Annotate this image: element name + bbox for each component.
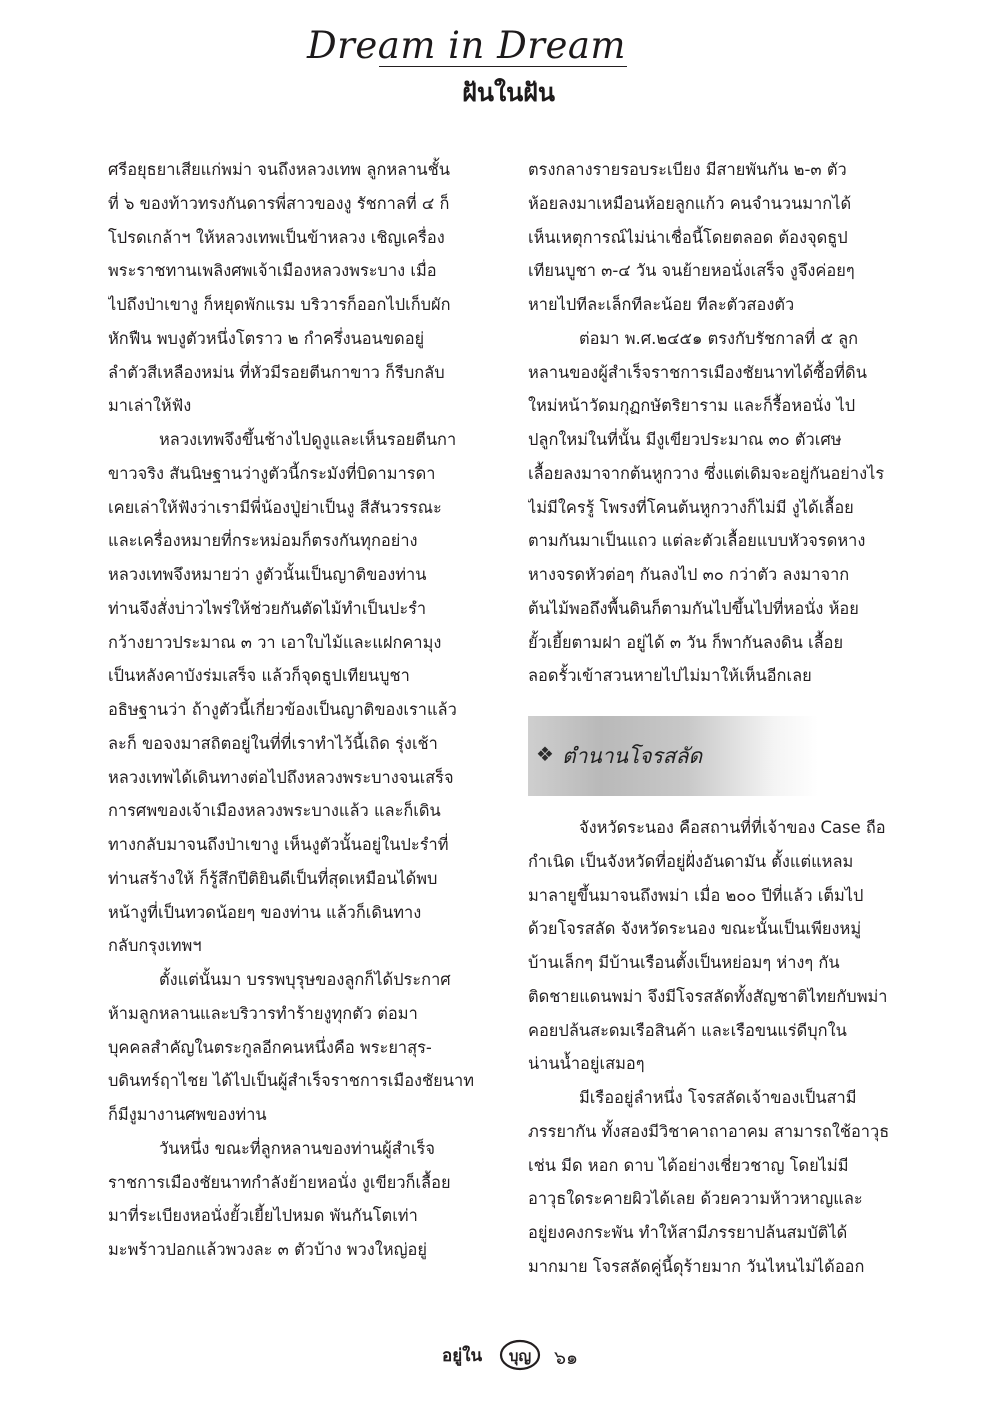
text-line: มาเล่าให้ฟัง: [108, 396, 192, 416]
text-line: หลวงเทพจึงหมายว่า งูตัวนั้นเป็นญาติของท่าน: [108, 565, 427, 584]
text-line: มะพร้าวปอกแล้วพวงละ ๓ ตัวบ้าง พวงใหญ่อยู่: [108, 1240, 427, 1259]
text-line: หลวงเทพจึงขึ้นช้างไปดูงูและเห็นรอยตีนกา: [159, 430, 457, 449]
text-line: เช่น มีด หอก ดาบ ได้อย่างเชี่ยวชาญ โดยไม่มี: [528, 1155, 849, 1175]
text-line: หลวงเทพได้เดินทางต่อไปถึงหลวงพระบางจนเสร็จ: [108, 767, 454, 787]
text-line: หลานของผู้สำเร็จราชการเมืองชัยนาทได้ซื้อที่ดิน: [528, 362, 867, 382]
section-heading: ตำนานโจรสลัด: [562, 744, 703, 768]
text-line: หายไปทีละเล็กทีละน้อย ทีละตัวสองตัว: [528, 295, 795, 314]
text-line: เคยเล่าให้ฟังว่าเรามีพี่น้องปู่ย่าเป็นงู สีสันวรรณะ: [108, 497, 442, 517]
text-line: ตั้งแต่นั้นมา บรรพบุรุษของลูกก็ได้ประกาศ: [159, 970, 451, 989]
text-line: น่านน้ำอยู่เสมอๆ: [528, 1054, 645, 1074]
text-line: อาวุธใดระคายผิวได้เลย ด้วยความห้าวหาญและ: [528, 1189, 863, 1209]
text-line: ยั้วเยี้ยตามฝา อยู่ได้ ๓ วัน ก็พากันลงดิน เลื้อย: [528, 632, 844, 652]
logo-text-right: บุญ: [508, 1347, 532, 1365]
text-line: บ้านเล็กๆ มีบ้านเรือนตั้งเป็นหย่อมๆ ห่างๆ กัน: [528, 953, 840, 972]
text-line: อธิษฐานว่า ถ้างูตัวนี้เกี่ยวข้องเป็นญาติของเราแล้ว: [108, 700, 457, 719]
text-line: ห้ามลูกหลานและบริวารทำร้ายงูทุกตัว ต่อมา: [108, 1003, 418, 1023]
text-line: ตามกันมาเป็นแถว แต่ละตัวเลื้อยแบบหัวจรดหาง: [528, 531, 866, 551]
text-line: ทางกลับมาจนถึงป่าเขางู เห็นงูตัวนั้นอยู่ในปะรำที่: [108, 835, 449, 854]
text-line: ไปถึงป่าเขางู ก็หยุดพักแรม บริวารก็ออกไปเก็บผัก: [108, 295, 451, 314]
text-line: อยู่ยงคงกระพัน ทำให้สามีภรรยาปล้นสมบัติได้: [528, 1223, 848, 1242]
text-line: คอยปล้นสะดมเรือสินค้า และเรือขนแร่ดีบุกใน: [528, 1020, 847, 1040]
text-line: เลื้อยลงมาจากต้นหูกวาง ซึ่งแต่เดิมจะอยู่กันอย่างไร: [528, 463, 885, 483]
right-text-column-top: [528, 153, 914, 693]
page-number: ๖๑: [554, 1347, 579, 1369]
text-line: ที่ ๖ ของท้าวทรงกันดารพี่สาวของงู รัชกาลที่ ๔ ก็: [108, 193, 450, 213]
section-heading-band: [528, 716, 818, 796]
text-line: พระราชทานเพลิงศพเจ้าเมืองหลวงพระบาง เมื่อ: [108, 261, 437, 281]
text-line: ปลูกใหม่ในที่นั้น มีงูเขียวประมาณ ๓๐ ตัวเศษ: [528, 430, 842, 449]
text-line: ต้นไม้พอถึงพื้นดินก็ตามกันไปขึ้นไปที่หอนั่ง ห้อย: [528, 598, 859, 618]
diamond-bullet-icon: ❖: [536, 742, 554, 766]
text-line: ด้วยโจรสลัด จังหวัดระนอง ขณะนั้นเป็นเพียงหมู่: [528, 919, 862, 939]
title-thai: ฝันในฝัน: [462, 78, 555, 107]
text-line: ท่านจึงสั่งบ่าวไพร่ให้ช่วยกันตัดไม้ทำเป็นปะรำ: [108, 598, 427, 618]
text-line: บดินทร์ฤาไชย ได้ไปเป็นผู้สำเร็จราชการเมืองชัยนาท: [108, 1071, 474, 1091]
text-line: กำเนิด เป็นจังหวัดที่อยู่ฝั่งอันดามัน ตั้งแต่แหลม: [528, 851, 854, 871]
text-line: ท่านสร้างให้ ก็รู้สึกปีติยินดีเป็นที่สุดเหมือนได้พบ: [108, 868, 438, 888]
text-line: บุคคลสำคัญในตระกูลอีกคนหนึ่งคือ พระยาสุร-: [108, 1037, 432, 1057]
left-text-column: [108, 153, 494, 1267]
text-line: หางจรดหัวต่อๆ กันลงไป ๓๐ กว่าตัว ลงมาจาก: [528, 565, 850, 584]
text-line: กลับกรุงเทพฯ: [108, 936, 202, 956]
text-line: เป็นหลังคาบังร่มเสร็จ แล้วก็จุดธูปเทียนบูชา: [108, 666, 410, 686]
text-line: หักฟืน พบงูตัวหนึ่งโตราว ๒ กำครึ่งนอนขดอยู่: [108, 328, 425, 348]
text-line: ติดชายแดนพม่า จึงมีโจรสลัดทั้งสัญชาติไทยกับพม่า: [528, 986, 888, 1006]
text-line: ลอดรั้วเข้าสวนหายไปไม่มาให้เห็นอีกเลย: [528, 666, 812, 686]
text-line: ก็มีงูมางานศพของท่าน: [108, 1105, 267, 1124]
text-line: หน้างูที่เป็นทวดน้อยๆ ของท่าน แล้วก็เดินทาง: [108, 902, 422, 922]
text-line: ห้อยลงมาเหมือนห้อยลูกแก้ว คนจำนวนมากได้: [528, 193, 852, 213]
text-line: วันหนึ่ง ขณะที่ลูกหลานของท่านผู้สำเร็จ: [159, 1138, 435, 1158]
page-header: [0, 18, 1000, 118]
text-line: ไม่มีใครรู้ โพรงที่โคนต้นหูกวางก็ไม่มี งูได้เลื้อย: [528, 497, 854, 517]
text-line: ต่อมา พ.ศ.๒๔๕๑ ตรงกับรัชกาลที่ ๕ ลูก: [579, 328, 859, 348]
text-line: เทียนบูชา ๓-๔ วัน จนย้ายหอนั่งเสร็จ งูจึงค่อยๆ: [528, 261, 855, 281]
text-line: ขาวจริง สันนิษฐานว่างูตัวนี้กระมังที่บิดามารดา: [108, 463, 436, 483]
right-text-column-bottom: [528, 811, 914, 1284]
text-line: กว้างยาวประมาณ ๓ วา เอาใบไม้และแฝกคามุง: [108, 632, 442, 652]
text-line: มาที่ระเบียงหอนั่งยั้วเยี้ยไปหมด พันกันโตเท่า: [108, 1206, 418, 1226]
text-line: ใหม่หน้าวัดมกุฏกษัตริยาราม และก็รื้อหอนั่ง ไป: [528, 396, 856, 416]
logo-text-left: อยู่ใน: [442, 1346, 483, 1366]
text-line: จังหวัดระนอง คือสถานที่ที่เจ้าของ Case ถือ: [579, 818, 886, 837]
text-line: มากมาย โจรสลัดคู่นี้ดุร้ายมาก วันไหนไม่ได้ออก: [528, 1256, 865, 1276]
text-line: การศพของเจ้าเมืองหลวงพระบางแล้ว และก็เดิน: [108, 801, 441, 821]
text-line: มาลายูขึ้นมาจนถึงพม่า เมื่อ ๒๐๐ ปีที่แล้ว เต็มไป: [528, 885, 864, 905]
title-english: Dream in Dream: [307, 24, 626, 67]
book-logo-icon: [440, 1335, 548, 1375]
text-line: มีเรืออยู่ลำหนึ่ง โจรสลัดเจ้าของเป็นสามี: [579, 1088, 857, 1107]
text-line: เห็นเหตุการณ์ไม่น่าเชื่อนี้โดยตลอด ต้องจุดธูป: [528, 227, 848, 247]
text-line: ศรีอยุธยาเสียแก่พม่า จนถึงหลวงเทพ ลูกหลานชั้น: [108, 160, 450, 179]
text-line: ละก็ ขอจงมาสถิตอยู่ในที่ที่เราทำไว้นี้เถิด รุ่งเช้า: [108, 733, 438, 753]
text-line: ภรรยากัน ทั้งสองมีวิชาคาถาอาคม สามารถใช้อาวุธ: [528, 1121, 890, 1141]
text-line: และเครื่องหมายที่กระหม่อมก็ตรงกันทุกอย่าง: [108, 531, 418, 551]
text-line: โปรดเกล้าฯ ให้หลวงเทพเป็นข้าหลวง เชิญเครื่อง: [108, 227, 445, 247]
title-underline: [379, 66, 627, 67]
page-footer: [440, 1335, 640, 1375]
text-line: ลำตัวสีเหลืองหม่น ที่หัวมีรอยตีนกาขาว ก็รีบกลับ: [108, 362, 445, 382]
text-line: ตรงกลางรายรอบระเบียง มีสายพันกัน ๒-๓ ตัว: [528, 160, 847, 179]
text-line: ราชการเมืองชัยนาทกำลังย้ายหอนั่ง งูเขียวก็เลื้อย: [108, 1172, 451, 1192]
